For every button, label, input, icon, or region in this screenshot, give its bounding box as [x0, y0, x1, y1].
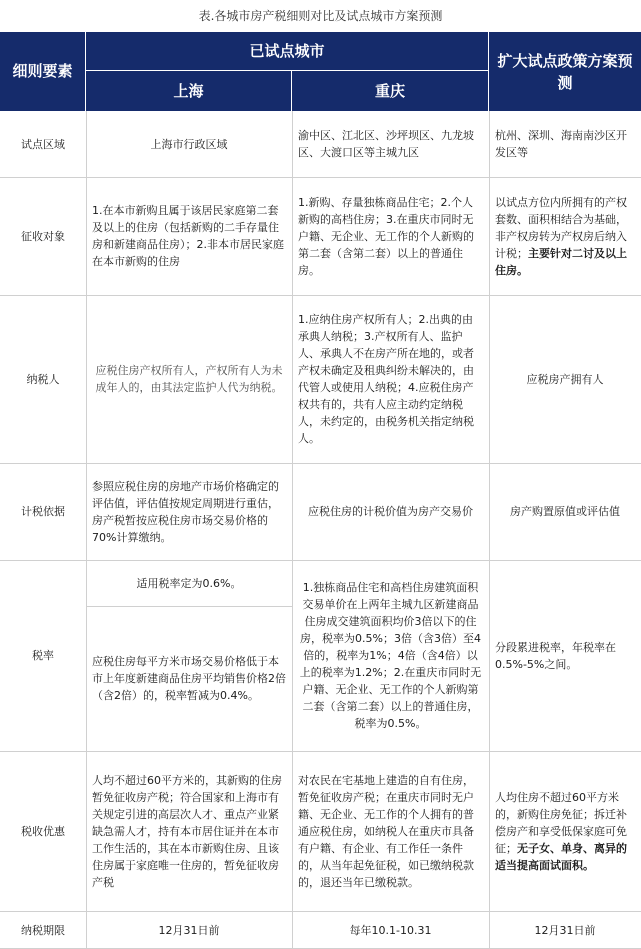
taxpayer-forecast: 应税房产拥有人 — [526, 372, 604, 386]
header-forecast: 扩大试点政策方案预测 — [489, 32, 641, 111]
object-chongqing: 1.新购、存量独栋商品住宅；2.个人新购的高档住房；3.在重庆市同时无户籍、无企业、无工作的个人新购的第二套（含第二套）以上的普通住房。 — [298, 195, 474, 277]
preference-shanghai: 人均不超过60平方米的，其新购的住房暂免征收房产税；符合国家和上海市有关规定引进的高层次人才、重点产业紧缺急需人才，持有本市居住证并在本市工作生活的，其在本市新购住房、且该住房属于家庭唯一住房的，暂免征收房产税 — [92, 773, 282, 889]
deadline-shanghai: 12月31日前 — [158, 923, 220, 937]
grid-line — [86, 111, 87, 949]
header-pilot-cities: 已试点城市 — [86, 32, 488, 70]
basis-shanghai: 参照应税住房的房地产市场价格确定的评估值，评估值按规定周期进行重估，房产税暂按应税住房市场交易价格的70%计算缴纳。 — [92, 479, 279, 544]
table-caption: 表.各城市房产税细则对比及试点城市方案预测 — [198, 9, 443, 23]
header-shanghai: 上海 — [86, 71, 291, 111]
row-label-basis: 计税依据 — [21, 505, 65, 518]
rate-forecast: 分段累进税率，年税率在0.5%-5%之间。 — [495, 640, 616, 671]
grid-line — [489, 111, 490, 949]
rate-chongqing: 1.独栋商品住宅和高档住房建筑面积交易单价在上两年主城九区新建商品住房成交建筑面积均价3倍以下的住房，税率为0.5%；3倍（含3倍）至4倍的，税率为1%；4倍（含4倍）以上的税率为1.2%；2.在重庆市同时无户籍、无企业、无工作的个人新购第二套（含第二套）以上的普通住房，税率为0.5%。 — [299, 581, 482, 730]
grid-line — [86, 606, 292, 607]
header-chongqing: 重庆 — [292, 71, 488, 111]
region-shanghai: 上海市行政区域 — [150, 137, 228, 151]
region-forecast: 杭州、深圳、海南南沙区开发区等 — [495, 129, 627, 159]
header-divider — [488, 32, 489, 111]
header-divider — [86, 70, 488, 71]
taxpayer-chongqing: 1.应纳住房产权所有人；2.出典的由承典人纳税；3.产权所有人、监护人、承典人不在房产所在地的，或者产权未确定及租典纠纷未解决的，由代管人或使用人纳税；4.应税住房产权共有的，共有人应主动约定纳税人，未约定的，由税务机关指定纳税人。 — [298, 313, 474, 445]
preference-forecast-text: 人均住房不超过60平方米的，新购住房免征；拆迁补偿房产和享受低保家庭可免征； — [495, 790, 627, 855]
rate-shanghai-reduced: 应税住房每平方米市场交易价格低于本市上年度新建商品住房平均销售价格2倍（含2倍）的，税率暂减为0.4%。 — [92, 655, 286, 702]
region-chongqing: 渝中区、江北区、沙坪坝区、九龙坡区、大渡口区等主城九区 — [298, 129, 474, 159]
grid-line — [0, 560, 641, 561]
row-label-deadline: 纳税期限 — [21, 923, 65, 937]
basis-forecast: 房产购置原值或评估值 — [510, 505, 620, 518]
grid-line — [292, 111, 293, 949]
object-shanghai: 1.在本市新购且属于该居民家庭第二套及以上的住房（包括新购的二手存量住房和新建商品住房）；2.非本市居民家庭在本市新购的住房 — [92, 204, 284, 268]
object-forecast-text: 以试点方位内所拥有的产权套数、面积相结合为基础，非产权房转为产权房后纳入计税； — [495, 195, 627, 260]
grid-line — [0, 463, 641, 464]
object-forecast-emphasis: 主要针对二讨及以上住房。 — [495, 246, 627, 277]
basis-chongqing: 应税住房的计税价值为房产交易价 — [308, 505, 473, 518]
deadline-forecast: 12月31日前 — [534, 923, 596, 937]
row-label-taxpayer: 纳税人 — [26, 372, 60, 386]
object-forecast — [489, 177, 641, 295]
row-label-object: 征收对象 — [21, 229, 65, 243]
preference-forecast — [489, 751, 641, 911]
rate-shanghai-standard: 适用税率定为0.6%。 — [136, 576, 242, 590]
grid-line — [0, 177, 641, 178]
header-col-label: 细则要素 — [0, 32, 85, 111]
header-divider — [291, 71, 292, 111]
row-label-region: 试点区域 — [21, 137, 65, 151]
deadline-chongqing: 每年10.1-10.31 — [349, 923, 432, 937]
header-divider — [85, 32, 86, 111]
grid-line — [0, 751, 641, 752]
row-label-preference: 税收优惠 — [21, 824, 65, 838]
taxpayer-shanghai: 应税住房产权所有人，产权所有人为未成年人的，由其法定监护人代为纳税。 — [95, 364, 283, 394]
row-label-rate: 税率 — [32, 649, 54, 662]
grid-line — [0, 295, 641, 296]
preference-forecast-emphasis: 无子女、单身、离异的适当提高面试面积。 — [495, 841, 627, 872]
preference-chongqing: 对农民在宅基地上建造的自有住房，暂免征收房产税；在重庆市同时无户籍、无企业、无工作的个人拥有的普通应税住房，如纳税人在重庆市具备有户籍、有企业、有工作任一条件的，从当年起免征税，如已缴纳税款的，退还当年已缴税款。 — [298, 773, 474, 889]
grid-line — [0, 911, 641, 912]
